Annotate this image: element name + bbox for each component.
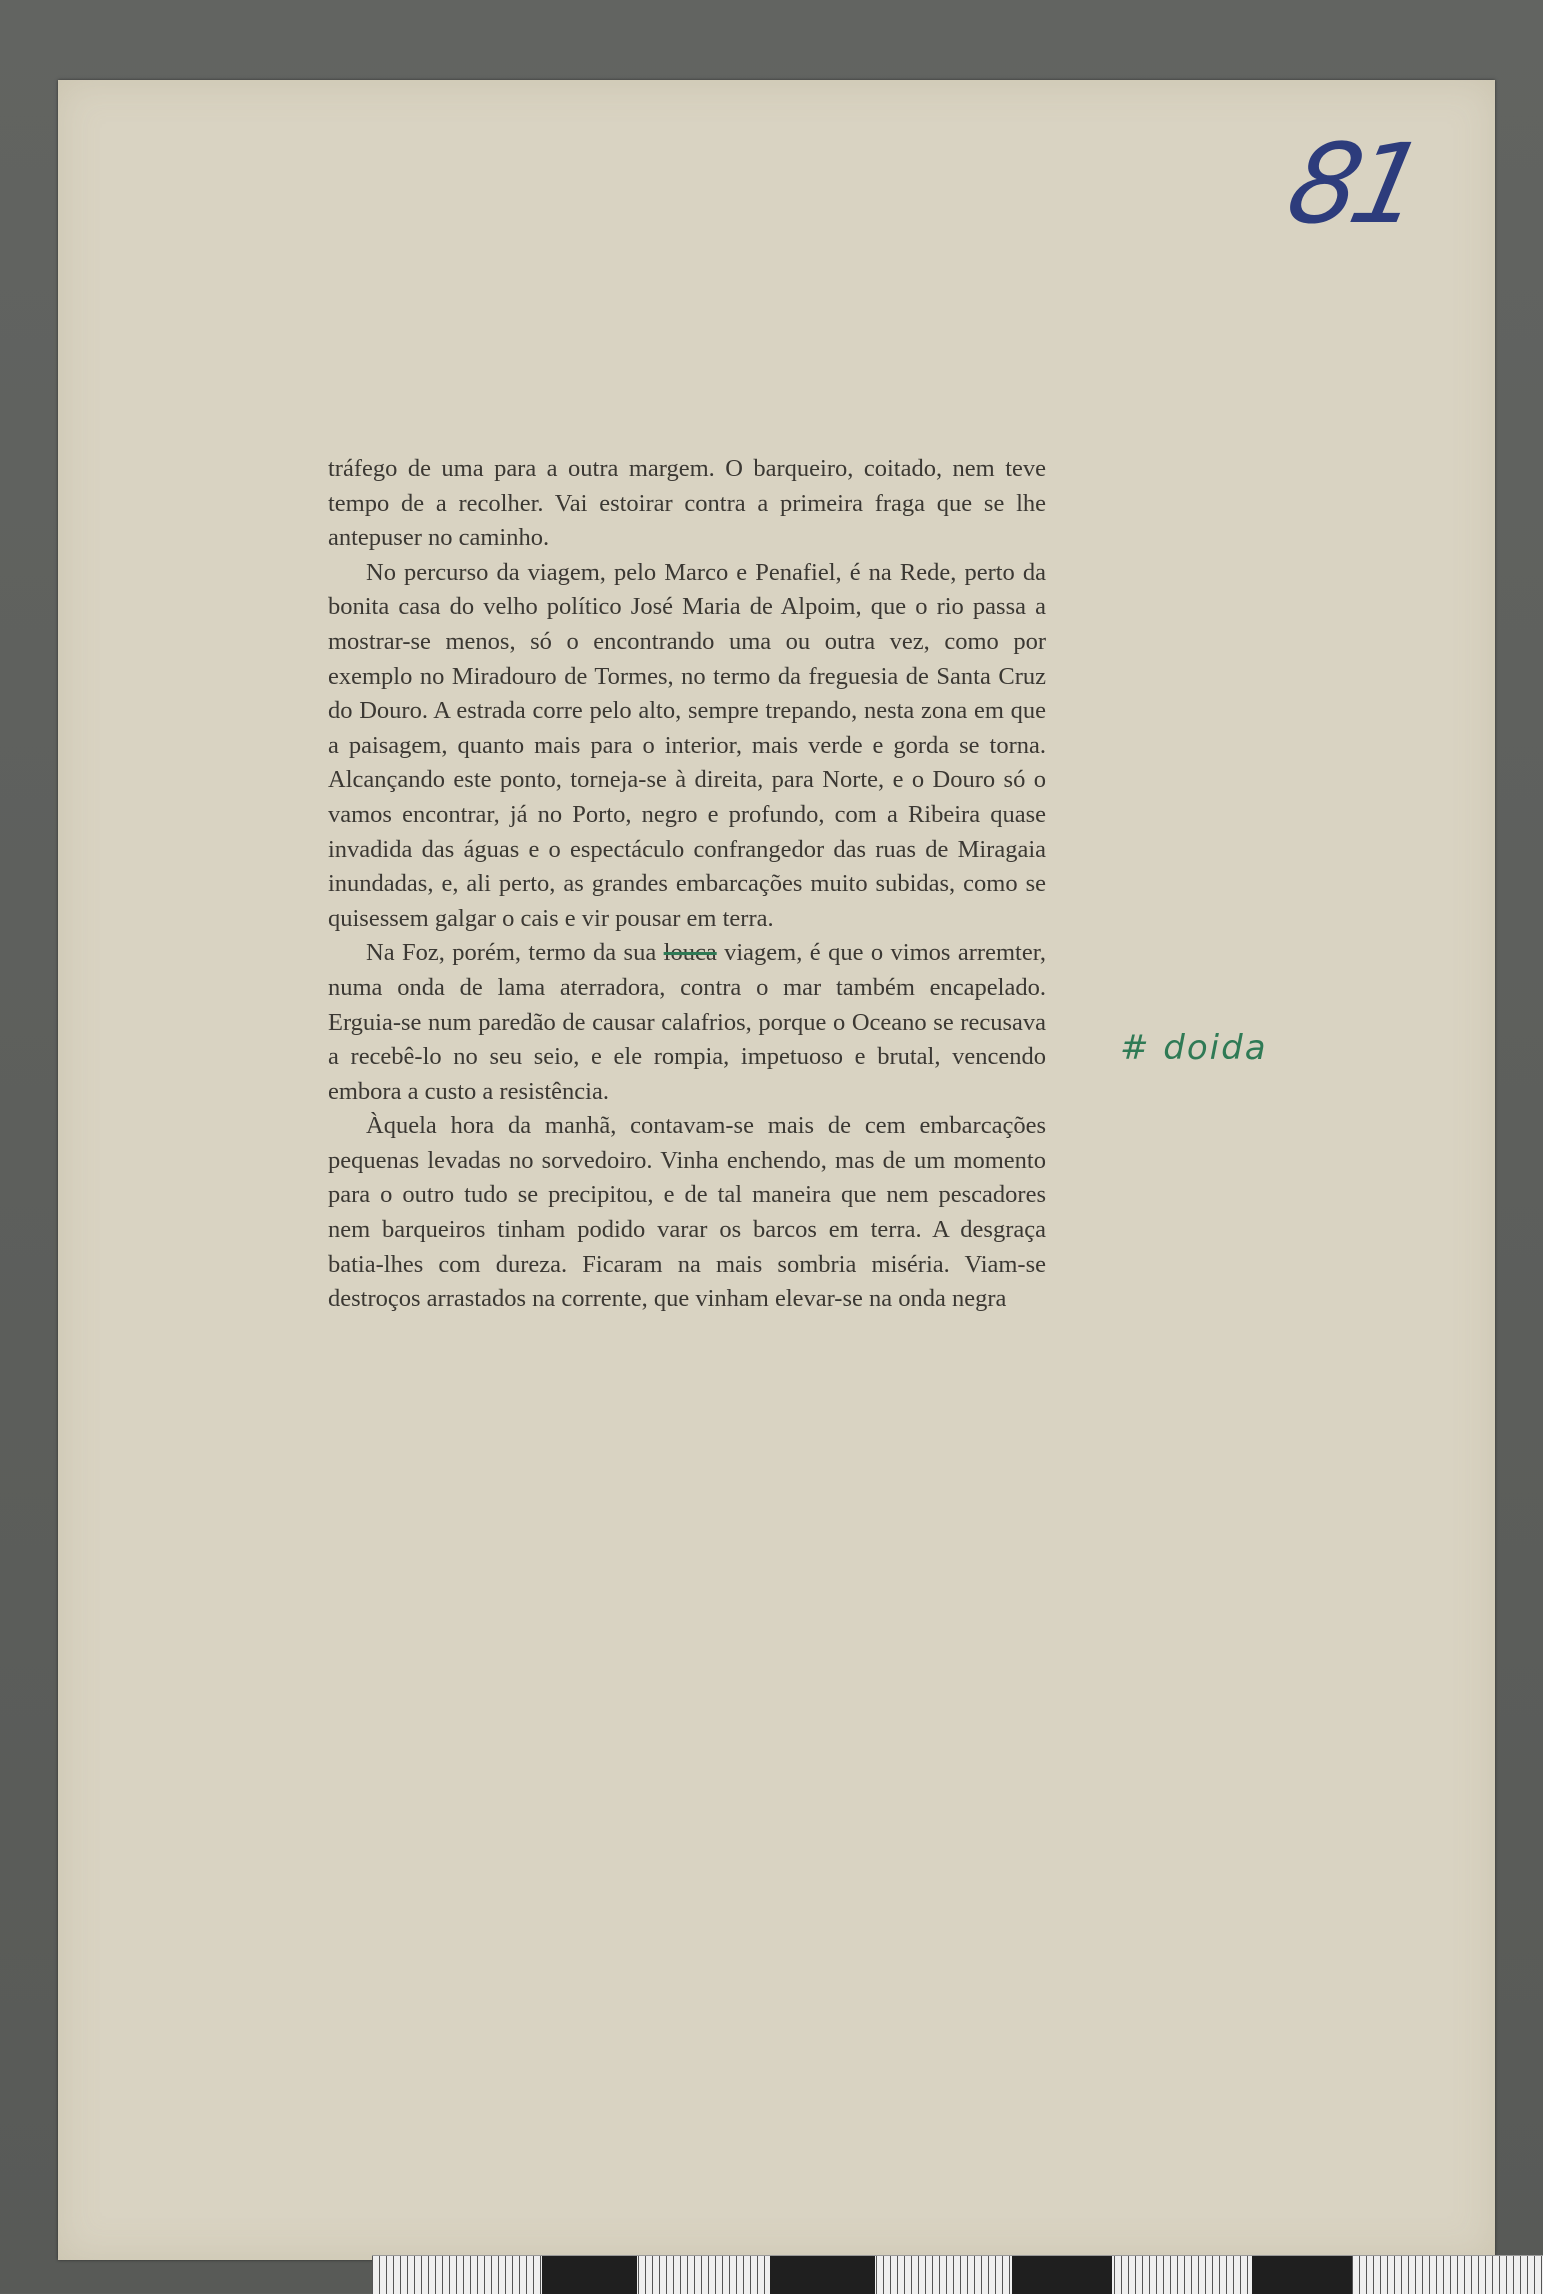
- paragraph-1: tráfego de uma para a outra margem. O barqueiro, coitado, nem teve tempo de a recolher. Vai estoirar contra a primeira fraga que se lhe antepuser no caminho.: [328, 455, 1046, 552]
- paragraph-2: No percurso da viagem, pelo Marco e Penafiel, é na Rede, perto da bonita casa do velho político José Maria de Alpoim, que o rio passa a mostrar-se menos, só o encontrando uma ou outra vez, como por exemplo no Miradouro de Tormes, no termo da freguesia de Santa Cruz do Douro. A estrada corre pelo alto, sempre trepando, nesta zona em que a paisagem, quanto mais para o interior, mais verde e gorda se torna. Alcançando este ponto, torneja-se à direita, para Norte, e o Douro só o vamos encontrar, já no Porto, negro e profundo, com a Ribeira quase invadida das águas e o espectáculo confrangedor das ruas de Miragaia inundadas, e, ali perto, as grandes embarcações muito subidas, como se quisessem galgar o cais e vir pousar em terra.: [328, 558, 1046, 932]
- scale-segment: [1252, 2256, 1352, 2294]
- scale-segment: [542, 2256, 637, 2294]
- scale-segment: [1012, 2256, 1112, 2294]
- handwritten-margin-correction: # doida: [1120, 1028, 1268, 1068]
- scale-segment: [770, 2256, 875, 2294]
- paragraph-4: Àquela hora da manhã, contavam-se mais de cem embarcações pequenas levadas no sorvedoiro. Vinha enchendo, mas de um momento para o outro tudo se precipitou, e de tal maneira que nem pescadores nem barqueiros tinham podido varar os barcos em terra. A desgraça batia-lhes com dureza. Ficaram na mais sombria miséria. Viam-se destroços arrastados na corrente, que vinham elevar-se na onda negra: [328, 1112, 1046, 1313]
- handwritten-page-number: 81: [1277, 120, 1429, 248]
- typescript-body: [328, 452, 1046, 1317]
- paragraph-3-start: Na Foz, porém, termo da sua: [366, 939, 664, 967]
- paragraph-3-end: viagem, é que o vimos arremter, numa onda de lama aterradora, contra o mar também encapelado. Erguia-se num paredão de causar calafrios, porque o Oceano se recusava a recebê-lo no seu seio, e ele rompia, impetuoso e brutal, vencendo embora a custo a resistência.: [328, 939, 1046, 1105]
- struck-word: louca: [663, 939, 717, 967]
- paragraph-3: [328, 936, 1046, 1109]
- measurement-scale: [372, 2255, 1543, 2294]
